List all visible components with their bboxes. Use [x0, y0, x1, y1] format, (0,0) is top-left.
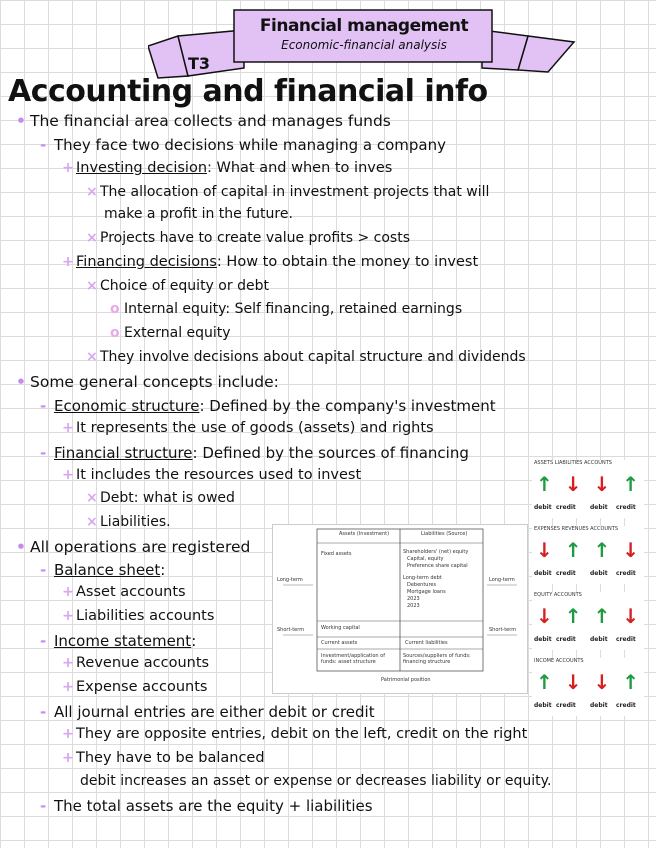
note-line: × The allocation of capital in investment projects that will [86, 184, 490, 200]
note-line: + Investing decision: What and when to inves [62, 160, 393, 176]
arrow-up-icon: ↑ [593, 604, 611, 628]
arrow-up-icon: ↑ [564, 538, 582, 562]
card-arrows [536, 538, 639, 562]
bs-equity-1: Capital, equity [407, 556, 444, 562]
bs-debt-0: Long-term debt [403, 575, 442, 581]
card-label: debit [534, 570, 552, 577]
account-card [532, 460, 644, 518]
arrow-down-icon: ↓ [564, 670, 582, 694]
arrow-up-icon: ↑ [622, 670, 640, 694]
arrow-down-icon: ↓ [622, 604, 640, 628]
bs-current-liabilities: Current liabilities [405, 640, 448, 646]
card-label: credit [616, 702, 636, 709]
bs-col-left: Assets (Investment) [339, 531, 390, 537]
bs-bottom-left: Investment/application of funds: asset structure [321, 653, 385, 665]
bs-fixed-assets: Fixed assets [321, 551, 352, 557]
arrow-up-icon: ↑ [536, 472, 553, 496]
note-line: + They are opposite entries, debit on the left, credit on the right [62, 726, 528, 742]
bs-side-left-bottom: Short-term [277, 627, 305, 633]
note-line: - The total assets are the equity + liabilities [40, 797, 373, 815]
card-title: EXPENSES REVENUES ACCOUNTS [534, 526, 619, 532]
note-line: - They face two decisions while managing a company [40, 136, 446, 154]
card-label: credit [616, 570, 636, 577]
note-line: debit increases an asset or expense or decreases liability or equity. [80, 773, 552, 789]
arrow-down-icon: ↓ [622, 538, 640, 562]
bs-col-right: Liabilities (Source) [421, 531, 468, 537]
note-line: - Financial structure: Defined by the sources of financing [40, 444, 469, 462]
debit-credit-cards [532, 460, 644, 724]
note-line: - All journal entries are either debit or credit [40, 703, 375, 721]
page-title: Accounting and financial info [8, 74, 488, 109]
note-line: + Expense accounts [62, 679, 208, 695]
card-label: debit [590, 636, 608, 643]
bs-current-assets: Current assets [321, 640, 358, 646]
note-line: × They involve decisions about capital structure and dividends [86, 349, 526, 365]
bs-working-capital: Working capital [321, 625, 360, 631]
card-label: debit [534, 636, 552, 643]
card-label: debit [534, 504, 552, 511]
card-label: credit [556, 702, 576, 709]
balance-sheet-diagram [272, 524, 528, 694]
card-label: credit [616, 504, 636, 511]
note-line: × Choice of equity or debt [86, 278, 269, 294]
account-card [532, 592, 644, 650]
arrow-up-icon: ↑ [536, 670, 553, 694]
card-arrows [536, 604, 639, 628]
bs-equity-0: Shareholders' (net) equity [403, 549, 469, 555]
card-title: ASSETS LIABILITIES ACCOUNTS [534, 460, 612, 466]
note-line: • The financial area collects and manages funds [16, 112, 391, 130]
card-title: INCOME ACCOUNTS [534, 658, 584, 664]
bs-bottom-right: Sources/suppliers of funds: financing structure [403, 653, 471, 665]
card-label: debit [590, 570, 608, 577]
card-label: debit [590, 702, 608, 709]
note-line: × Debt: what is owed [86, 490, 235, 506]
arrow-up-icon: ↑ [564, 604, 582, 628]
arrow-down-icon: ↓ [536, 604, 553, 628]
note-line: + Financing decisions: How to obtain the money to invest [62, 254, 479, 270]
note-line: - Balance sheet: [40, 561, 166, 579]
bs-side-right-top: Long-term [489, 577, 515, 583]
note-line: + Revenue accounts [62, 655, 210, 671]
card-title: EQUITY ACCOUNTS [534, 592, 582, 598]
note-line: - Income statement: [40, 632, 197, 650]
note-line: × Projects have to create value profits > costs [86, 230, 411, 246]
arrow-up-icon: ↑ [593, 538, 611, 562]
note-line: + It includes the resources used to invest [62, 467, 362, 483]
bs-side-right-bottom: Short-term [489, 627, 517, 633]
arrow-down-icon: ↓ [593, 472, 611, 496]
note-line: o Internal equity: Self financing, retained earnings [110, 301, 463, 317]
card-label: credit [556, 570, 576, 577]
note-line: + Liabilities accounts [62, 608, 215, 624]
note-line: - Economic structure: Defined by the company's investment [40, 397, 496, 415]
banner-subtitle: Economic-financial analysis [281, 38, 447, 52]
topic-tag: T3 [188, 54, 211, 73]
card-arrows [536, 670, 639, 694]
account-card [532, 658, 644, 716]
bs-debt-4: 2023 [407, 603, 420, 609]
bs-debt-2: Mortgage loans [407, 589, 446, 595]
card-label: credit [616, 636, 636, 643]
note-line: make a profit in the future. [104, 206, 293, 222]
note-line: + They have to be balanced [62, 750, 265, 766]
note-line: • All operations are registered [16, 538, 251, 556]
note-line: o External equity [110, 325, 231, 341]
card-label: debit [590, 504, 608, 511]
arrow-down-icon: ↓ [564, 472, 582, 496]
card-arrows [536, 472, 639, 496]
card-label: credit [556, 636, 576, 643]
note-line: + It represents the use of goods (assets) and rights [62, 420, 434, 436]
bs-footer: Patrimonial position [381, 677, 431, 683]
arrow-down-icon: ↓ [593, 670, 611, 694]
bs-debt-3: 2023 [407, 596, 420, 602]
arrow-down-icon: ↓ [536, 538, 553, 562]
bs-equity-2: Preference share capital [407, 563, 468, 569]
account-card [532, 526, 644, 584]
bs-side-left-top: Long-term [277, 577, 303, 583]
banner-title: Financial management [259, 16, 469, 36]
arrow-up-icon: ↑ [622, 472, 640, 496]
note-line: • Some general concepts include: [16, 373, 279, 391]
card-label: debit [534, 702, 552, 709]
bs-debt-1: Debentures [407, 582, 437, 588]
balance-sheet-grid [273, 525, 527, 693]
note-line: × Liabilities. [86, 514, 171, 530]
card-label: credit [556, 504, 576, 511]
note-line: + Asset accounts [62, 584, 186, 600]
